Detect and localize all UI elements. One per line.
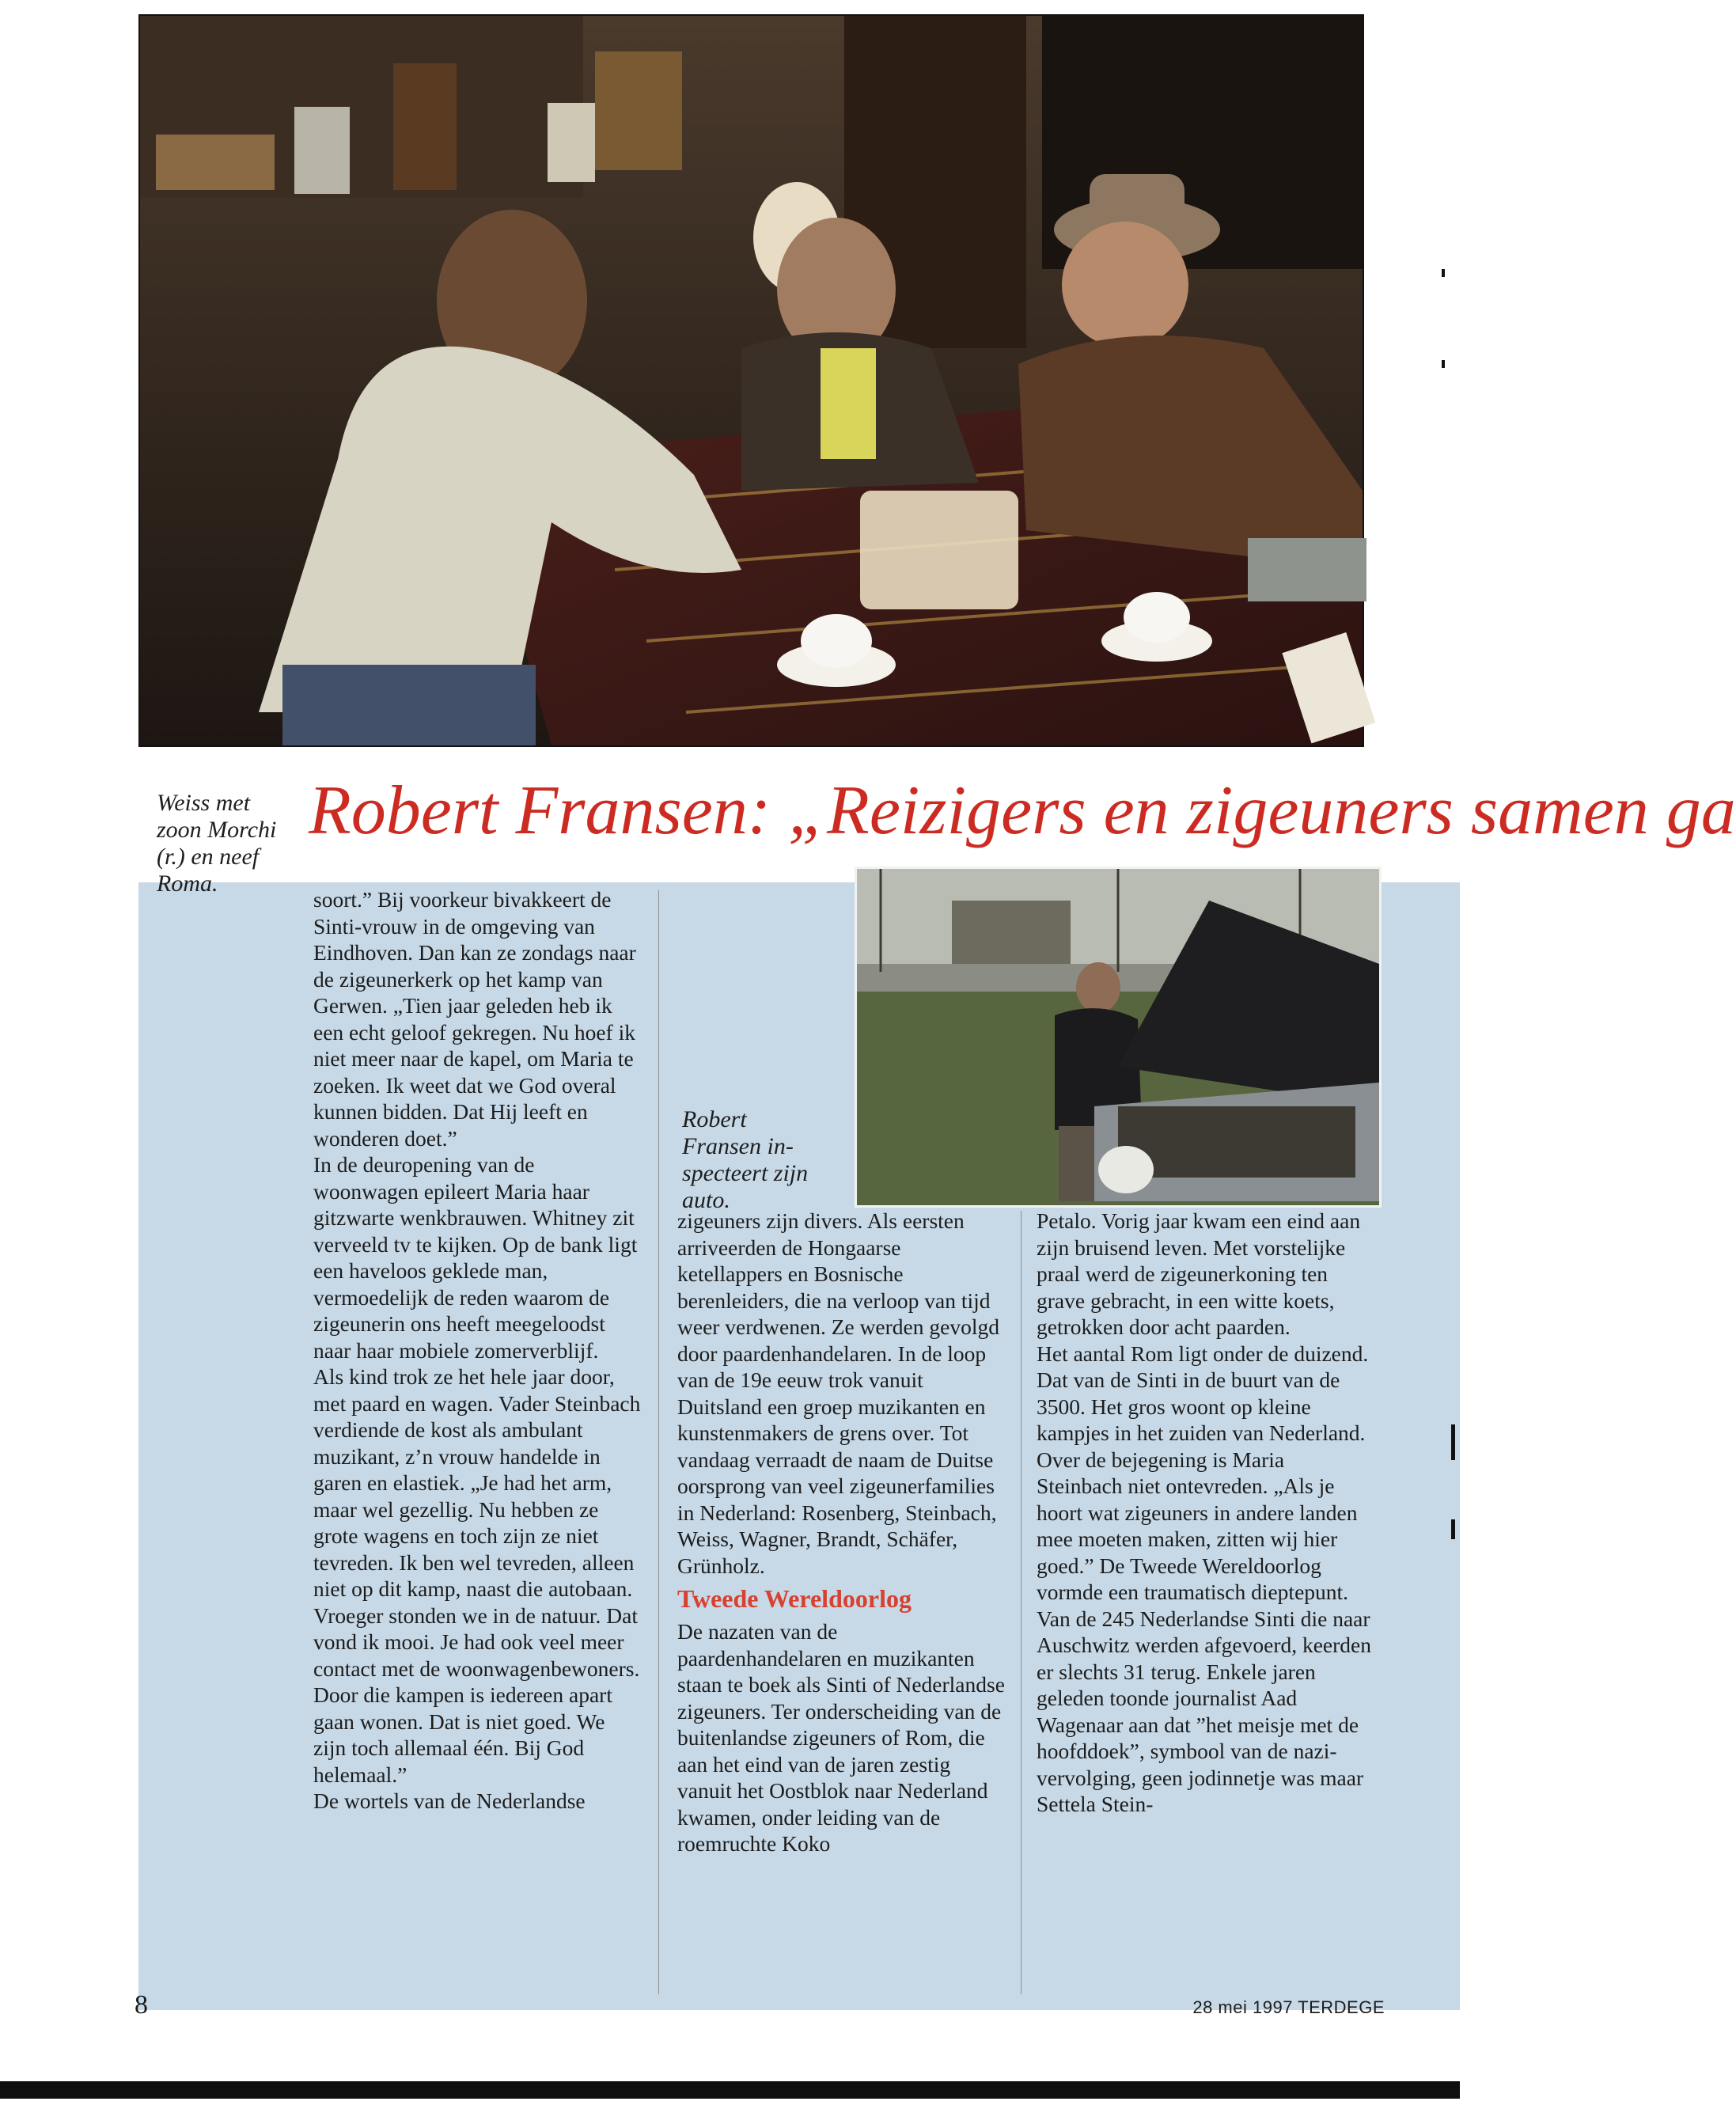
column-rule	[658, 890, 659, 1994]
page-number: 8	[135, 1990, 148, 2020]
main-photo-illustration	[140, 16, 1363, 745]
headline: Robert Fransen: „Reizigers en zigeuners samen ga	[309, 772, 1736, 849]
section-subheading: Tweede Wereldoorlog	[677, 1584, 912, 1613]
paragraph: In de deuropening van de woonwagen epileert Maria haar gitzwarte wenkbrauwen. Whitney zit verveeld tv te kijken. Op de bank ligt een haveloos geklede man, vermoedelijk de reden waarom de zigeunerin ons heeft meegeloodst naar haar mobiele zomerverblijf.	[313, 1152, 638, 1363]
edge-mark	[1442, 269, 1445, 277]
paragraph: Petalo. Vorig jaar kwam een eind aan zijn bruisend leven. Met vorstelijke praal werd de zigeunerkoning ten grave gebracht, in een witte koets, getrokken door acht paarden.	[1037, 1208, 1361, 1339]
bottom-border	[0, 2081, 1460, 2099]
article-column-3	[1037, 1208, 1373, 1818]
paragraph: Als kind trok ze het hele jaar door, met paard en wagen. Vader Steinbach verdiende de kost als ambulant muzikant, z’n vrouw handelde in garen en elastiek. „Je had het arm, maar wel gezellig. Nu hebben ze grote wagens en toch zijn ze niet tevreden. Ik ben wel tevreden, alleen niet op dit kamp, naast die autobaan. Vroeger stonden we in de natuur. Dat vond ik mooi. Je had ook veel meer contact met de woonwagenbewoners. Door die kampen is iedereen apart gaan wonen. Dat is niet goed. We zijn toch allemaal één. Bij God helemaal.”	[313, 1364, 641, 1787]
paragraph: De wortels van de Nederlandse	[313, 1788, 586, 1813]
article-column-2	[677, 1208, 1006, 1857]
car-photo	[855, 867, 1382, 1208]
paragraph: Het aantal Rom ligt onder de duizend. Dat van de Sinti in de buurt van de 3500. Het gros woont op kleine kampjes in het zuiden van Nederland. Over de bejegening is Maria Steinbach niet ontevreden. „Als je hoort wat zigeuners in andere landen mee moeten maken, zitten wij hier goed.” De Tweede Wereldoorlog vormde een traumatisch dieptepunt. Van de 245 Nederlandse Sinti die naar Auschwitz werden afgevoerd, keerden er slechts 31 terug. Enkele jaren geleden toonde journalist Aad Wagenaar aan dat ”het meisje met de hoofddoek”, symbool van de nazi-vervolging, geen jodinnetje was maar Settela Stein-	[1037, 1341, 1372, 1816]
edge-mark	[1442, 360, 1445, 368]
issue-line: 28 mei 1997 TERDEGE	[1192, 1997, 1385, 2017]
edge-mark	[1451, 1519, 1455, 1539]
article-column-1	[313, 886, 642, 1815]
edge-mark	[1451, 1424, 1455, 1460]
paragraph: zigeuners zijn divers. Als eersten arriveerden de Hongaarse ketellappers en Bosnische berenleiders, die na verloop van tijd weer verdwenen. Ze werden gevolgd door paardenhandelaren. In de loop van de 19e eeuw trok vanuit Duitsland een groep muzikanten en kunstenmakers de grens over. Tot vandaag verraadt de naam de Duitse oorsprong van veel zigeunerfamilies in Nederland: Rosenberg, Steinbach, Weiss, Wagner, Brandt, Schäfer, Grünholz.	[677, 1208, 999, 1578]
car-photo-caption: Robert Fransen in- specteert zijn auto.	[682, 1106, 809, 1213]
main-photo	[138, 14, 1364, 747]
car-photo-illustration	[857, 869, 1379, 1205]
main-photo-caption: Weiss met zoon Morchi (r.) en neef Roma.	[157, 790, 277, 897]
column-rule	[1021, 1211, 1022, 1994]
paragraph: De nazaten van de paardenhandelaren en muzikanten staan te boek als Sinti of Nederlandse zigeuners. Ter onderscheiding van de buitenlandse zigeuners of Rom, die aan het eind van de jaren zestig vanuit het Oostblok naar Nederland kwamen, onder leiding van de roemruchte Koko	[677, 1619, 1005, 1856]
paragraph: soort.” Bij voorkeur bivakkeert de Sinti-vrouw in de omgeving van Eindhoven. Dan kan ze zondags naar de zigeunerkerk op het kamp van Gerwen. „Tien jaar geleden heb ik een echt geloof gekregen. Nu hoef ik niet meer naar de kapel, om Maria te zoeken. Ik weet dat we God overal kunnen bidden. Dat Hij leeft en wonderen doet.”	[313, 887, 636, 1151]
